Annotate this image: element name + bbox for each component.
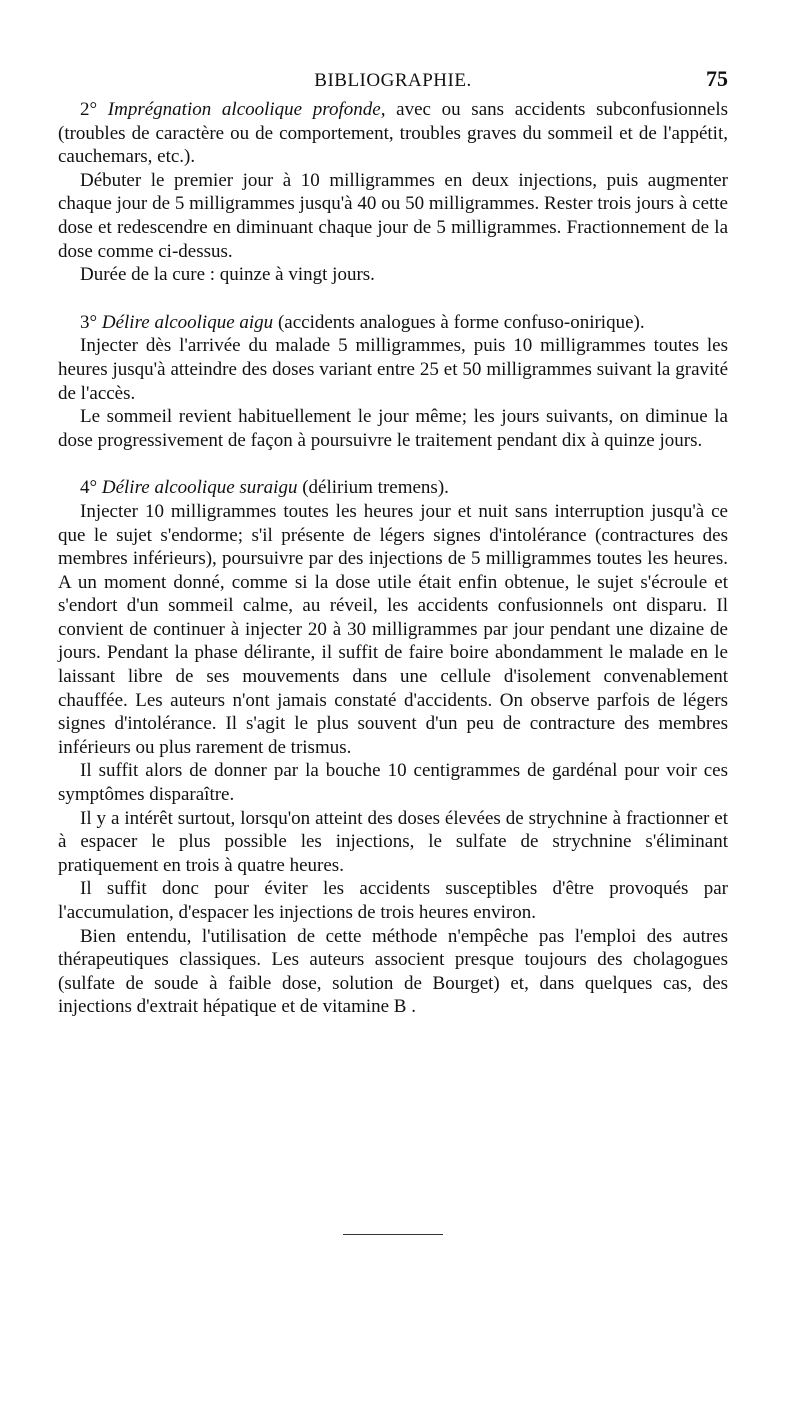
running-title: BIBLIOGRAPHIE. <box>314 70 472 91</box>
paragraph: Il y a intérêt surtout, lorsqu'on atteint des doses élevées de strychnine à fractionner et à espacer le plus possible les injections, le sulfate de strychnine s'éliminant pratiquement en trois à quatre heures. <box>58 807 728 876</box>
paragraph: Il suffit alors de donner par la bouche 10 centigrammes de gardénal pour voir ces symptômes disparaître. <box>58 760 728 806</box>
section-heading <box>58 476 728 500</box>
section-heading-rest: (délirium tremens). <box>297 477 449 499</box>
paragraph: Il suffit donc pour éviter les accidents susceptibles d'être provoqués par l'accumulation, d'espacer les injections de trois heures environ. <box>58 878 728 923</box>
section-title: Délire alcoolique suraigu <box>101 477 298 499</box>
paragraph: Durée de la cure : quinze à vingt jours. <box>80 264 375 286</box>
section-heading-rest: (accidents analogues à forme confuso-onirique). <box>273 311 645 333</box>
section-number: 3° <box>80 311 98 333</box>
section-delire-suraigu <box>58 476 728 1019</box>
section-number: 4° <box>80 477 98 499</box>
page-number: 75 <box>706 66 728 91</box>
section-title: Délire alcoolique aigu <box>101 311 274 333</box>
section-number: 2° <box>80 99 98 120</box>
section-title: Imprégnation alcoolique profonde, <box>107 99 386 120</box>
section-delire-aigu <box>58 311 728 453</box>
section-heading <box>58 311 728 335</box>
section-heading <box>58 98 728 169</box>
paragraph: Injecter 10 milligrammes toutes les heures jour et nuit sans interruption jusqu'à ce que le sujet s'endorme; s'il présente de légers signes d'intolérance (contractures des membres inférieurs), poursuivre par des injections de 5 milligrammes toutes les heures. A un moment donné, comme si la dose utile était enfin obtenue, le sujet s'écroule et s'endort d'un sommeil calme, au réveil, les accidents confusionnels ont disparu. Il convient de continuer à injecter 20 à 30 milligrammes par jour pendant une dizaine de jours. Pendant la phase délirante, il suffit de faire boire abondamment le malade en le laissant libre de ses mouvements dans une cellule d'isolement convenablement chauffée. Les auteurs n'ont jamais constaté d'accidents. On observe parfois de légers signes d'intolérance. Il s'agit le plus souvent d'un peu de contracture des membres inférieurs ou plus rarement de trismus. <box>58 500 728 758</box>
section-heading-rest: avec ou sans accidents subconfusionnels (troubles de caractère ou de comportement, troubles graves du sommeil et de l'appétit, cauchemars, etc.). <box>58 99 728 168</box>
paragraph: Bien entendu, l'utilisation de cette méthode n'empêche pas l'emploi des autres thérapeutiques classiques. Les auteurs associent presque toujours des cholagogues (sulfate de soude à faible dose, solution de Bourget) et, dans quelques cas, des injections d'extrait hépatique et de vitamine B . <box>58 925 728 1018</box>
document-page <box>58 62 728 1019</box>
paragraph: Le sommeil revient habituellement le jour même; les jours suivants, on diminue la dose progressivement de façon à poursuivre le traitement pendant dix à quinze jours. <box>58 406 728 451</box>
paragraph: Débuter le premier jour à 10 milligrammes en deux injections, puis augmenter chaque jour de 5 milligrammes jusqu'à 40 ou 50 milligrammes. Rester trois jours à cette dose et redescendre en diminuant chaque jour de 5 milligrammes. Fractionnement de la dose comme ci-dessus. <box>58 169 728 262</box>
paragraph: Injecter dès l'arrivée du malade 5 milligrammes, puis 10 milligrammes toutes les heures jusqu'à atteindre des doses variant entre 25 et 50 milligrammes suivant la gravité de l'accès. <box>58 335 728 404</box>
page-header <box>58 62 728 94</box>
end-separator-rule <box>343 1234 443 1235</box>
section-impregnation <box>58 98 728 287</box>
